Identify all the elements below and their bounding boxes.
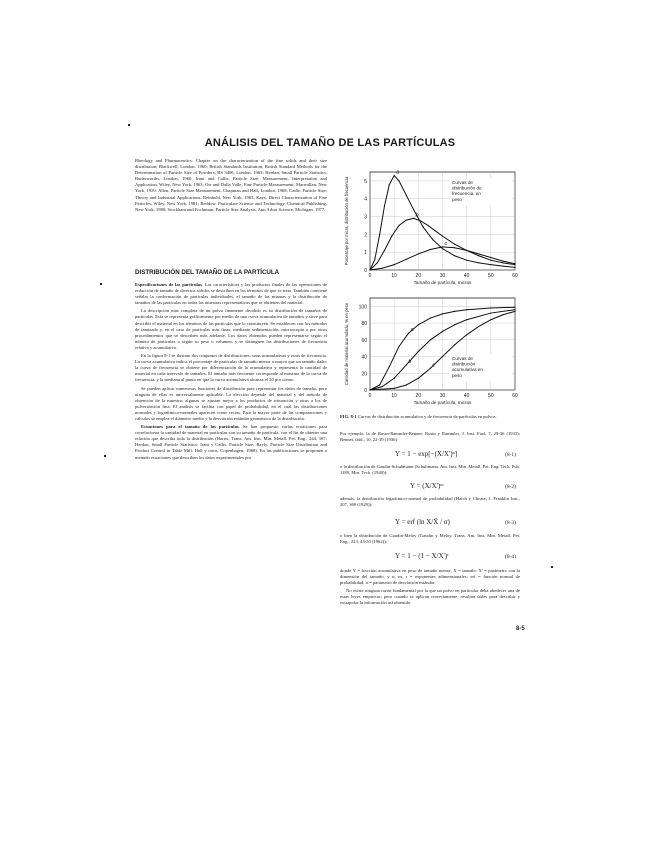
data-point-b [490, 312, 491, 313]
data-point-c [466, 250, 467, 251]
data-point-a [389, 184, 390, 185]
page-title: ANÁLISIS DEL TAMAÑO DE LAS PARTÍCULAS [204, 137, 456, 149]
run-in-heading: Especificaciones de las partículas [135, 282, 202, 287]
data-point-a [394, 175, 395, 176]
data-point-a [454, 255, 455, 256]
y-tick-label: 2 [364, 232, 367, 239]
data-point-a [398, 180, 399, 181]
x-tick-label: 40 [463, 393, 470, 399]
paragraph-text: Las características y las productos finales de las operaciones de reducción de tamaño de diversos sólidos se describen en los términos de que se trata. También conviene señalar la conformación de partículas individuales, el tamaño de las mismas y la distribución de tamaños de las partículas en todas las muestras representativas que se obtienen del material. [135, 282, 327, 306]
data-point-a [478, 262, 479, 263]
data-point-c [490, 319, 491, 320]
data-point-b [406, 364, 407, 365]
data-point-c [418, 378, 419, 379]
x-axis-label: Tamaño de partícula, micras [413, 400, 472, 405]
scan-mark [104, 455, 106, 457]
x-tick-label: 60 [512, 393, 518, 399]
chart-annotation: Curvas de distribución acumulativa en peso [452, 356, 483, 378]
series-label-b: b [408, 358, 412, 365]
x-tick-label: 0 [368, 393, 372, 399]
data-point-c [442, 356, 443, 357]
y-tick-label: 1 [364, 250, 367, 257]
equation-number: (8-2) [505, 484, 516, 490]
series-label-a: a [396, 169, 400, 176]
y-tick-label: 100 [358, 304, 367, 311]
x-axis-label: Tamaño de partícula, micras [413, 280, 472, 285]
data-point-c [478, 253, 479, 254]
figure-caption [340, 414, 520, 420]
equation-number: (8-1) [505, 452, 516, 458]
figure-label: FIG. 8-1 [340, 414, 357, 419]
data-point-b [391, 236, 392, 237]
data-point-b [398, 225, 399, 226]
data-point-c [430, 249, 431, 250]
y-tick-label: 0 [364, 268, 367, 274]
page-number: 8-5 [516, 626, 525, 632]
y-tick-label: 3 [364, 214, 367, 221]
x-tick-label: 50 [488, 273, 494, 279]
x-tick-label: 0 [368, 273, 372, 279]
equation-number: (8-4) [505, 554, 516, 560]
data-point-a [514, 267, 515, 268]
equation-4: Y = 1 − (1 − X/X')ʳ [395, 552, 449, 560]
x-tick-label: 10 [391, 273, 397, 279]
data-point-c [394, 264, 395, 265]
paragraph: o la distribución de Gaudin-Schuhmann (Schuhmann, Am. Inst. Min. Metall. Pet. Eng. Tech. Pub. 1189, Min. Tech. (1940)): [340, 464, 520, 476]
x-tick-label: 30 [439, 273, 446, 279]
data-point-a [490, 307, 491, 308]
x-tick-label: 20 [415, 393, 422, 399]
y-tick-label: 4 [364, 196, 367, 203]
data-point-a [430, 317, 431, 318]
figure-caption-text: Curvas de distribución acumulativa y de frecuencia de partículas en polvos. [357, 414, 497, 419]
data-point-c [514, 263, 515, 264]
data-point-a [432, 239, 433, 240]
cumulative-distribution-chart [340, 290, 525, 414]
equation-number: (8-3) [505, 520, 516, 526]
x-tick-label: 30 [439, 393, 446, 399]
y-tick-label: 80 [361, 321, 367, 328]
y-tick-label: 5 [364, 178, 367, 185]
data-point-b [413, 218, 414, 219]
data-point-c [442, 246, 443, 247]
data-point-a [442, 313, 443, 314]
data-point-a [379, 234, 380, 235]
data-point-c [369, 389, 370, 390]
data-point-b [490, 260, 491, 261]
run-in-heading: Ecuaciones para el tamaño de las partículas [141, 424, 239, 430]
data-point-c [478, 326, 479, 327]
data-point-a [374, 259, 375, 260]
y-axis-label: Cantidad de material acumulado, % en peso [344, 302, 349, 386]
paragraph: Especificaciones de las partículas. Las características y las productos finales de las operaciones de reducción de tamaño de diversos sólidos se describen en los términos de que se trata. También conviene señalar la conformación de partículas individuales, el tamaño de las mismas y la distribución de tamaños de las partículas en todas las muestras representativas que se obtienen del material. [135, 282, 327, 306]
data-point-c [514, 311, 515, 312]
scan-mark [551, 566, 553, 568]
frequency-distribution-chart [340, 150, 525, 290]
data-point-b [454, 244, 455, 245]
equation-3: Y = erf (ln X/X̄ / σ) [395, 518, 450, 526]
data-point-b [454, 324, 455, 325]
left-column [135, 282, 327, 463]
right-column-text-1 [340, 431, 520, 445]
data-point-c [406, 384, 407, 385]
x-tick-label: 50 [488, 393, 494, 399]
paragraph: Se pueden aplicar numerosas funciones de distribución para representar los datos de tamaño, pero ninguna de ellas es universalmente aplicable. La elección depende del material y del método de obtención de la muestra; algunas se ajustan mejor a los productos de trituración y otras a los de pulverización fina. El análisis se facilita con papel de probabilidad, en el cual las distribuciones normales y logarítmico-normales aparecen como rectas. Para la mayor parte de las comparaciones y cálculos se emplea el diámetro medio y la desviación estándar geométrica de la distribución. [135, 385, 327, 421]
data-point-a [418, 324, 419, 325]
data-point-b [442, 331, 443, 332]
data-point-a [502, 265, 503, 266]
data-point-b [514, 309, 515, 310]
data-point-a [389, 366, 390, 367]
x-tick-label: 60 [512, 273, 518, 279]
data-point-c [430, 368, 431, 369]
paragraph-text: Se han propuesto varias ecuaciones para correlacionar la cantidad de material en partículas con su tamaño de partícula, con el fin de obtener una relación que describa toda la distribución (Harris, Trans. Am. Inst. Min. Metall. Pet. Eng., 244, 187; Herdan, Small Particle Statistics; Irani y Callis, Particle Size; Bayly, Particle Size Distribution and Product Control in Table Mill, Hall y otros, Copenhagen, 1968). En las publicaciones se proponen a menudo ecuaciones que describen los datos experimentales por [135, 424, 328, 460]
data-point-b [384, 250, 385, 251]
right-column-text-2 [340, 464, 520, 478]
scan-mark [100, 283, 102, 285]
section-heading: DISTRIBUCIÓN DEL TAMAÑO DE LA PARTÍCULA [135, 269, 280, 276]
data-point-a [466, 260, 467, 261]
x-tick-label: 40 [463, 273, 470, 279]
paragraph: Por ejemplo, la de Rosin-Rammler-Bennet: Rosin y Rammler, J. Inst. Fuel, 7, 29-36 (1933); Bennet, ibid., 10, 22-39 (1936): [340, 431, 520, 443]
data-point-c [490, 257, 491, 258]
data-point-a [384, 205, 385, 206]
scan-mark [128, 124, 130, 126]
data-point-a [490, 264, 491, 265]
data-point-c [369, 269, 370, 270]
references-paragraph: Rheology and Pharmaceutics. Chapter on the characterization of the fine solids and their size distribution, Blackwell, London, 1960; British Standards Institution, British Standard Methods for the Determination of Particle Size of Powders, BS 3406, London, 1963; Herdan, Small Particle Statistics, Butterworths, London, 1960; Irani and Callis, Particle Size: Measurement, Interpretation and Application, Wiley, New York, 1963; Orr and Dalla Valle, Fine Particle Measurement, Macmillan, New York, 1959; Allen, Particle Size Measurement, Chapman and Hall, London, 1968; Cadle, Particle Size: Theory and Industrial Applications, Reinhold, New York, 1965; Kaye, Direct Characterization of Fine Particles, Wiley, New York, 1981; Beddow, Particulate Science and Technology, Chemical Publishing, New York, 1980; Stockham and Fochtman, Particle Size Analysis, Ann Arbor Science, Michigan, 1977. [135, 158, 327, 212]
data-point-c [394, 388, 395, 389]
data-point-a [514, 307, 515, 308]
series-label-a: a [410, 327, 414, 334]
series-label-c: c [444, 240, 448, 247]
paragraph: En la figura 8-1 se ilustran dos conjuntos de distribuciones: unas acumulativas y otras de frecuencia. La curva acumulativa indica el porcentaje de partículas de tamaño menor o mayor que un tamaño dado; la curva de frecuencia se obtiene por diferenciación de la acumulativa y representa la cantidad de material en cada intervalo de tamaños. El tamaño más frecuente corresponde al máximo de la curva de frecuencia, y la mediana al punto en que la curva acumulativa alcanza el 50 por ciento. [135, 353, 327, 383]
data-point-b [381, 386, 382, 387]
equation-1: Y = 1 − exp[−(X/X')ⁿ] [395, 450, 458, 458]
y-axis-label: Porcentaje por micra, distribución de frecuencia [344, 176, 349, 266]
data-point-c [502, 260, 503, 261]
series-label-c: c [432, 362, 436, 369]
paragraph: Ecuaciones para el tamaño de las partículas. Se han propuesto varias ecuaciones para correlacionar la cantidad de material en partículas con su tamaño de partícula, con el fin de obtener una relación que describa toda la distribución (Harris, Trans. Am. Inst. Min. Metall. Pet. Eng., 244, 187; Herdan, Small Particle Statistics; Irani y Callis, Particle Size; Bayly, Particle Size Distribution and Product Control in Table Mill, Hall y otros, Copenhagen, 1968). En las publicaciones se proponen a menudo ecuaciones que describen los datos experimentales por [135, 424, 328, 460]
right-column-text-4 [340, 533, 520, 547]
data-point-b [377, 262, 378, 263]
chart-annotation: Curvas de distribución de frecuencia, en peso [452, 180, 482, 202]
data-point-b [418, 351, 419, 352]
x-tick-label: 10 [391, 393, 397, 399]
equation-2: Y = (X/X')ᵐ [410, 482, 444, 490]
data-point-c [406, 259, 407, 260]
data-point-a [413, 209, 414, 210]
data-point-b [478, 255, 479, 256]
data-point-b [502, 262, 503, 263]
data-point-a [406, 195, 407, 196]
data-point-b [427, 225, 428, 226]
data-point-a [442, 248, 443, 249]
data-point-b [435, 230, 436, 231]
data-point-b [394, 378, 395, 379]
right-column-text-5 [340, 568, 520, 609]
paragraph: o bien la distribución de Gaudin-Meloy (Gaudin y Meloy, Trans. Am. Inst. Min. Metall. Pet. Eng., 223, 43-50 (1962)): [340, 533, 520, 545]
data-point-b [466, 319, 467, 320]
data-point-b [406, 220, 407, 221]
data-point-b [420, 220, 421, 221]
y-tick-label: 20 [361, 371, 367, 378]
data-point-a [466, 309, 467, 310]
paragraph: donde Y = fracción acumulativa en peso de tamaño menor, X = tamaño, X' = parámetro con la dimensión del tamaño, y n, m, r = exponentes adimensionales; erf = función normal de probabilidad; σ = parámetro de desviación estándar. [340, 568, 520, 586]
data-point-c [454, 344, 455, 345]
data-point-a [423, 227, 424, 228]
data-point-c [381, 268, 382, 269]
paragraph: No existe ninguna razón fundamental por la que un polvo en particular deba obedecer una de estas leyes empíricas; pero cuando se aplican correctamente, resultan útiles para describir y extrapolar la información así obtenida. [340, 588, 520, 606]
data-point-a [379, 384, 380, 385]
data-point-a [398, 346, 399, 347]
y-tick-label: 60 [361, 337, 367, 344]
x-tick-label: 20 [415, 273, 422, 279]
data-point-c [502, 314, 503, 315]
y-tick-label: 40 [361, 354, 367, 361]
data-point-c [466, 334, 467, 335]
right-column-text-3 [340, 496, 520, 510]
data-point-c [454, 247, 455, 248]
paragraph: además, la distribución logarítmico-normal de probabilidad (Hatch y Choate, J. Franklin Inst., 207, 369 (1929)): [340, 496, 520, 508]
data-point-a [408, 333, 409, 334]
data-point-b [442, 236, 443, 237]
data-point-b [430, 339, 431, 340]
data-point-a [454, 311, 455, 312]
data-point-c [418, 253, 419, 254]
y-tick-label: 0 [364, 388, 367, 394]
paragraph: La descripción más completa de un polvo finamente dividido es su distribución de tamaños de partículas. Esta se representa gráficamente por medio de una curva acumulativa de tamaños y sirve para describir el material en los términos de las partículas que lo constituyen. Se establecen con los métodos de tamizado y, en el caso de partículas más finas, mediante sedimentación, microscopia o por otros procedimientos que se describen más adelante. Los datos obtenidos pueden representarse según el número de partículas o según su peso o volumen, y se distinguen las distribuciones de frecuencia relativa y acumulativa. [135, 308, 327, 350]
series-label-b: b [415, 212, 419, 219]
